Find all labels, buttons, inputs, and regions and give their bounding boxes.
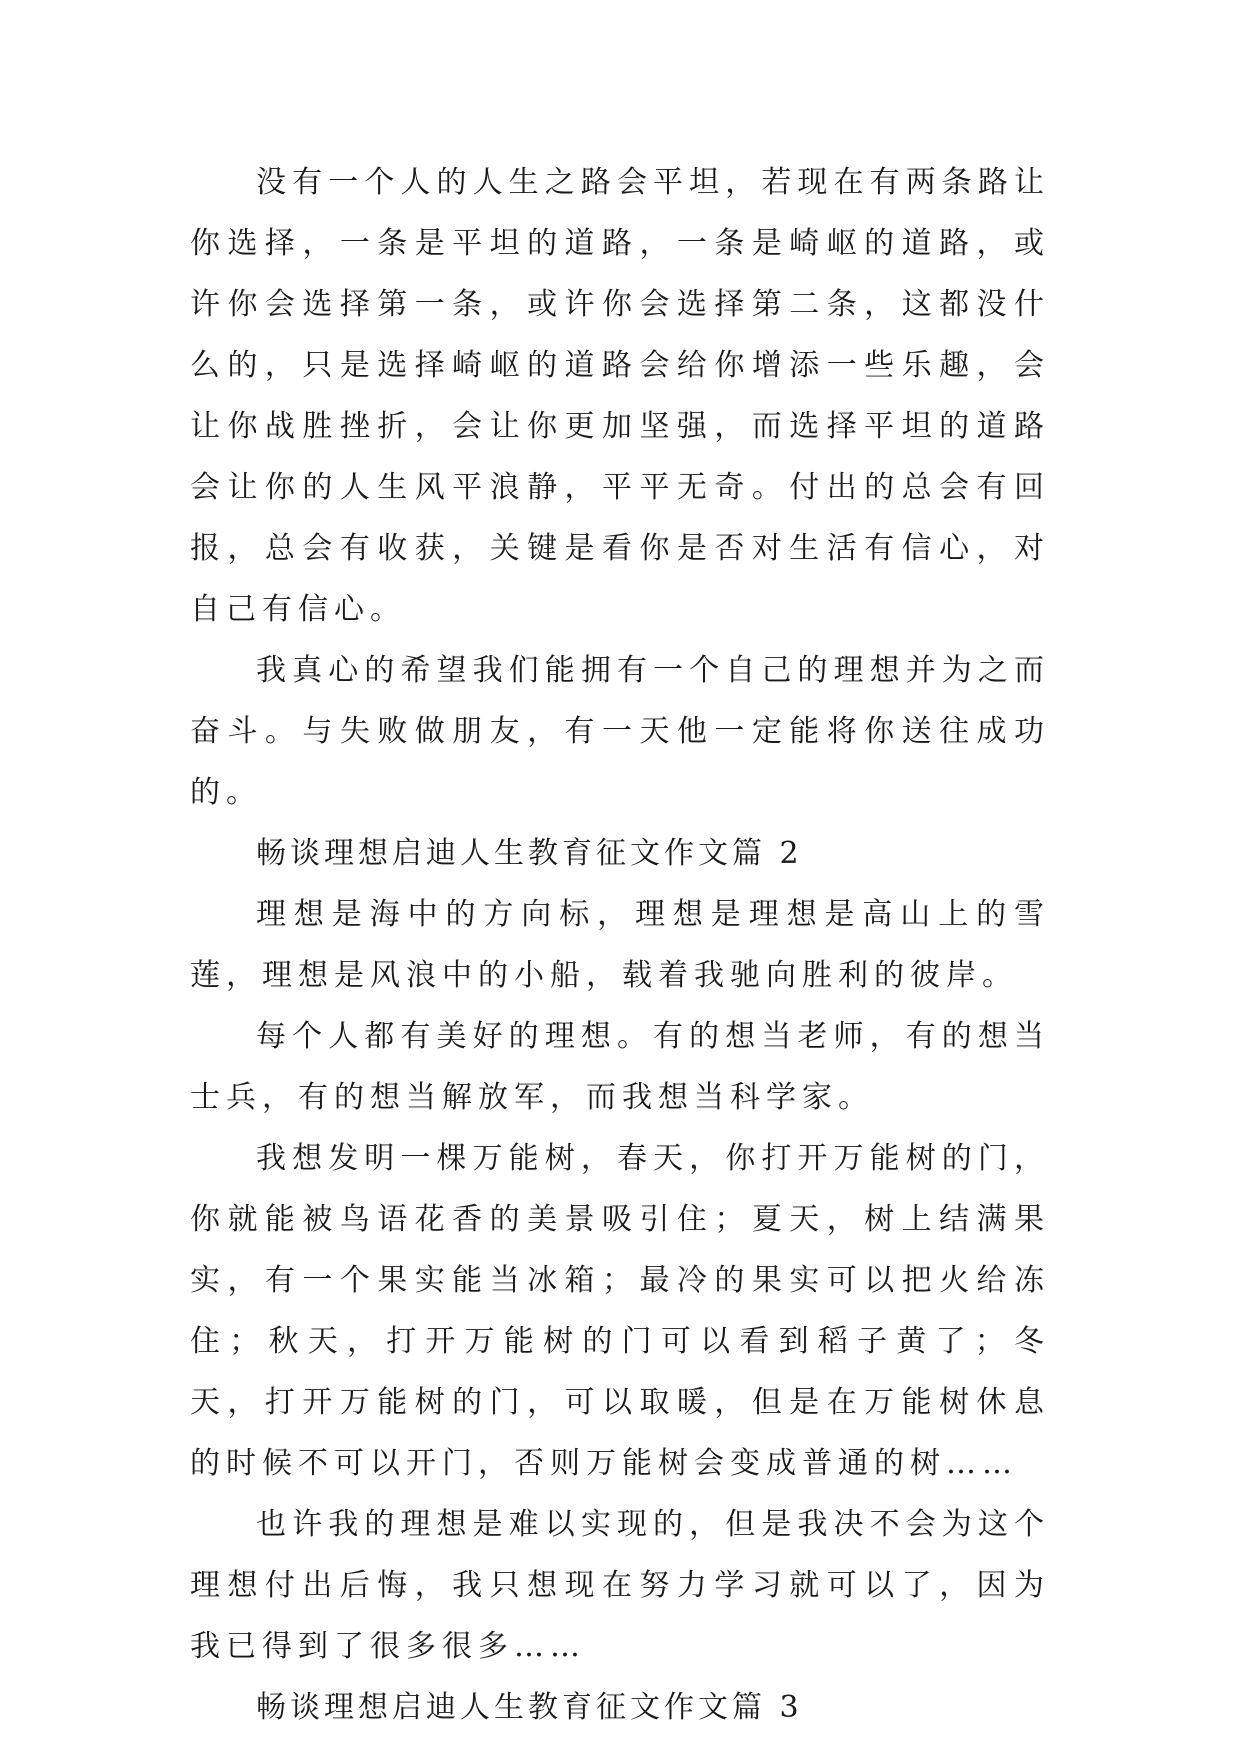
- paragraph-2: 我真心的希望我们能拥有一个自己的理想并为之而奋斗。与失败做朋友，有一天他一定能将你送往成功的。: [190, 653, 1050, 810]
- document-body: [190, 152, 1050, 1738]
- paragraph-4: 每个人都有美好的理想。有的想当老师，有的想当士兵，有的想当解放军，而我想当科学家。: [190, 1019, 1050, 1115]
- paragraph-5: 我想发明一棵万能树，春天，你打开万能树的门，你就能被鸟语花香的美景吸引住；夏天，树上结满果实，有一个果实能当冰箱；最冷的果实可以把火给冻住；秋天，打开万能树的门可以看到稻子黄了；冬天，打开万能树的门，可以取暖，但是在万能树休息的时候不可以开门，否则万能树会变成普通的树……: [190, 1141, 1050, 1481]
- section-heading-2: 畅谈理想启迪人生教育征文作文篇 2: [256, 836, 803, 871]
- paragraph-6: 也许我的理想是难以实现的，但是我决不会为这个理想付出后悔，我只想现在努力学习就可以了，因为我已得到了很多很多……: [190, 1507, 1050, 1664]
- paragraph-1: 没有一个人的人生之路会平坦，若现在有两条路让你选择，一条是平坦的道路，一条是崎岖的道路，或许你会选择第一条，或许你会选择第二条，这都没什么的，只是选择崎岖的道路会给你增添一些乐趣，会让你战胜挫折，会让你更加坚强，而选择平坦的道路会让你的人生风平浪静，平平无奇。付出的总会有回报，总会有收获，关键是看你是否对生活有信心，对自己有信心。: [190, 165, 1050, 627]
- section-heading-3: 畅谈理想启迪人生教育征文作文篇 3: [256, 1690, 803, 1725]
- paragraph-3: 理想是海中的方向标，理想是理想是高山上的雪莲，理想是风浪中的小船，载着我驰向胜利的彼岸。: [190, 897, 1050, 993]
